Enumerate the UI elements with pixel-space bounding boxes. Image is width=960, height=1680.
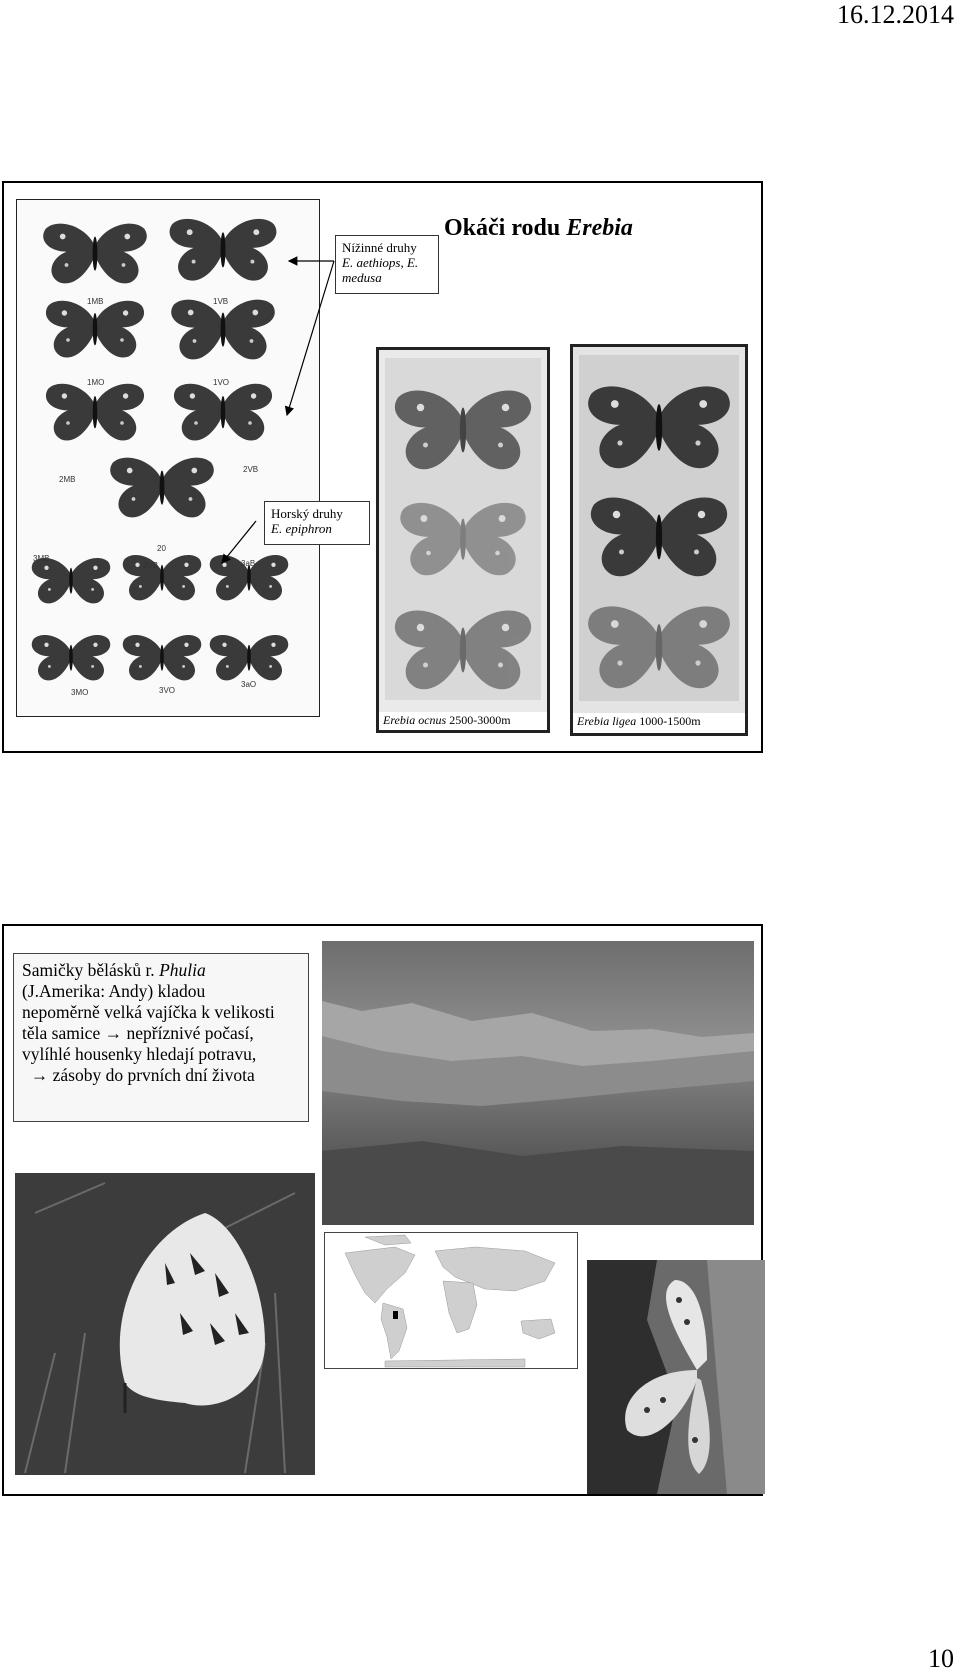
caption-erebia-ocnus: Erebia ocnus 2500-3000m <box>383 713 511 727</box>
phulia-range-marker <box>393 1311 398 1319</box>
specimen-label: 1VO <box>213 378 230 387</box>
specimen-label: 3VB <box>143 561 159 570</box>
lowland-species-box: Nížinné druhy E. aethiops, E. medusa <box>335 235 439 294</box>
specimen-label: 2MB <box>59 475 76 484</box>
specimen-label: 1MO <box>87 378 105 387</box>
erebia-ocnus-photo <box>376 347 550 733</box>
specimen-label: 3aO <box>241 680 257 689</box>
arrow-icon: → <box>30 1065 49 1085</box>
specimen-label: 3VO <box>159 686 176 695</box>
specimen-label: 3MB <box>33 554 50 563</box>
header-date: 16.12.2014 <box>837 0 954 29</box>
slide-title: Okáči rodu Erebia <box>444 215 633 241</box>
slide-erebia <box>2 181 763 753</box>
specimen-label: 2VB <box>243 465 259 474</box>
specimen-label: 1MB <box>87 297 104 306</box>
phulia-butterfly-photo <box>15 1173 315 1475</box>
andes-landscape-photo <box>322 941 754 1225</box>
specimen-label: 3MO <box>71 688 89 697</box>
mountain-species-box: Horský druhy E. epiphron <box>264 501 370 545</box>
specimen-label: 1VB <box>213 297 229 306</box>
specimen-label: 20 <box>157 544 166 553</box>
phulia-butterfly-rock-photo <box>587 1260 765 1494</box>
erebia-ligea-photo <box>570 344 748 736</box>
page-number: 10 <box>928 1644 954 1673</box>
caption-erebia-ligea: Erebia ligea 1000-1500m <box>577 714 701 728</box>
specimen-label: 3aB <box>241 559 256 568</box>
slide-phulia <box>2 924 763 1496</box>
world-distribution-map <box>324 1232 578 1369</box>
phulia-text-box: Samičky bělásků r. Phulia (J.Amerika: Andy) kladou nepoměrně velká vajíčka k velikosti těla samice → nepříznivé počasí, vylíhlé housenky hledají potravu, → zásoby do prvních dní života <box>13 953 309 1122</box>
arrow-icon: → <box>104 1023 123 1043</box>
